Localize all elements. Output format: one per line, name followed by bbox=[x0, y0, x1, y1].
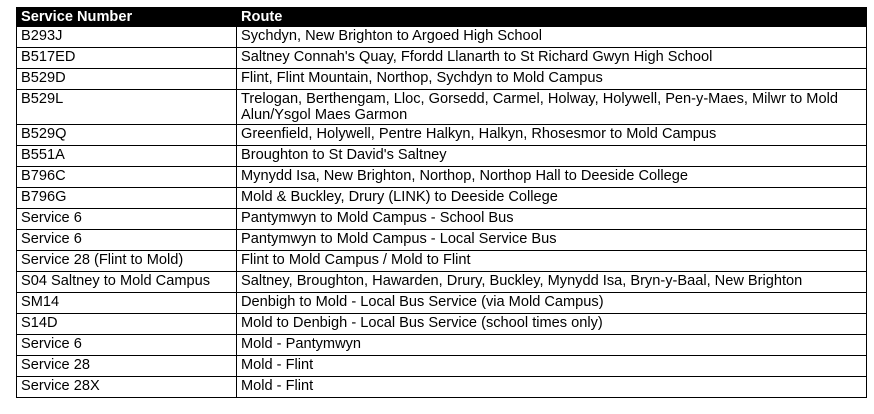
table-row bbox=[17, 377, 867, 398]
table-row bbox=[17, 69, 867, 90]
table-row bbox=[17, 293, 867, 314]
header-service-number: Service Number bbox=[17, 8, 237, 27]
service-number-cell: Service 6 bbox=[17, 209, 237, 230]
bus-routes-table bbox=[16, 7, 867, 398]
route-cell: Pantymwyn to Mold Campus - School Bus bbox=[237, 209, 867, 230]
table-row bbox=[17, 125, 867, 146]
route-cell: Mold - Flint bbox=[237, 377, 867, 398]
route-cell: Pantymwyn to Mold Campus - Local Service Bus bbox=[237, 230, 867, 251]
service-number-cell: B529Q bbox=[17, 125, 237, 146]
table-row bbox=[17, 251, 867, 272]
table-row bbox=[17, 90, 867, 125]
service-number-cell: B293J bbox=[17, 27, 237, 48]
route-cell: Sychdyn, New Brighton to Argoed High School bbox=[237, 27, 867, 48]
route-cell: Saltney Connah's Quay, Ffordd Llanarth to St Richard Gwyn High School bbox=[237, 48, 867, 69]
route-cell: Mynydd Isa, New Brighton, Northop, Northop Hall to Deeside College bbox=[237, 167, 867, 188]
service-number-cell: S14D bbox=[17, 314, 237, 335]
service-number-cell: B517ED bbox=[17, 48, 237, 69]
service-number-cell: B551A bbox=[17, 146, 237, 167]
table-row bbox=[17, 209, 867, 230]
route-cell: Broughton to St David's Saltney bbox=[237, 146, 867, 167]
table-row bbox=[17, 188, 867, 209]
route-cell: Denbigh to Mold - Local Bus Service (via Mold Campus) bbox=[237, 293, 867, 314]
route-cell: Flint to Mold Campus / Mold to Flint bbox=[237, 251, 867, 272]
route-cell: Flint, Flint Mountain, Northop, Sychdyn to Mold Campus bbox=[237, 69, 867, 90]
service-number-cell: B529D bbox=[17, 69, 237, 90]
table-row bbox=[17, 314, 867, 335]
table-row bbox=[17, 272, 867, 293]
service-number-cell: Service 28X bbox=[17, 377, 237, 398]
route-cell: Mold - Pantymwyn bbox=[237, 335, 867, 356]
route-cell: Trelogan, Berthengam, Lloc, Gorsedd, Carmel, Holway, Holywell, Pen-y-Maes, Milwr to Mold Alun/Ysgol Maes Garmon bbox=[237, 90, 867, 125]
service-number-cell: SM14 bbox=[17, 293, 237, 314]
table-row bbox=[17, 48, 867, 69]
table-row bbox=[17, 27, 867, 48]
route-cell: Saltney, Broughton, Hawarden, Drury, Buckley, Mynydd Isa, Bryn-y-Baal, New Brighton bbox=[237, 272, 867, 293]
table-row bbox=[17, 167, 867, 188]
table-row bbox=[17, 335, 867, 356]
route-cell: Mold to Denbigh - Local Bus Service (school times only) bbox=[237, 314, 867, 335]
service-number-cell: Service 28 (Flint to Mold) bbox=[17, 251, 237, 272]
service-number-cell: S04 Saltney to Mold Campus bbox=[17, 272, 237, 293]
service-number-cell: Service 6 bbox=[17, 230, 237, 251]
header-route: Route bbox=[237, 8, 867, 27]
table-header-row bbox=[17, 8, 867, 27]
route-cell: Greenfield, Holywell, Pentre Halkyn, Halkyn, Rhosesmor to Mold Campus bbox=[237, 125, 867, 146]
service-number-cell: Service 28 bbox=[17, 356, 237, 377]
table-row bbox=[17, 230, 867, 251]
route-cell: Mold - Flint bbox=[237, 356, 867, 377]
service-number-cell: B796C bbox=[17, 167, 237, 188]
service-number-cell: Service 6 bbox=[17, 335, 237, 356]
table-row bbox=[17, 146, 867, 167]
route-cell: Mold & Buckley, Drury (LINK) to Deeside College bbox=[237, 188, 867, 209]
service-number-cell: B796G bbox=[17, 188, 237, 209]
table-row bbox=[17, 356, 867, 377]
service-number-cell: B529L bbox=[17, 90, 237, 125]
